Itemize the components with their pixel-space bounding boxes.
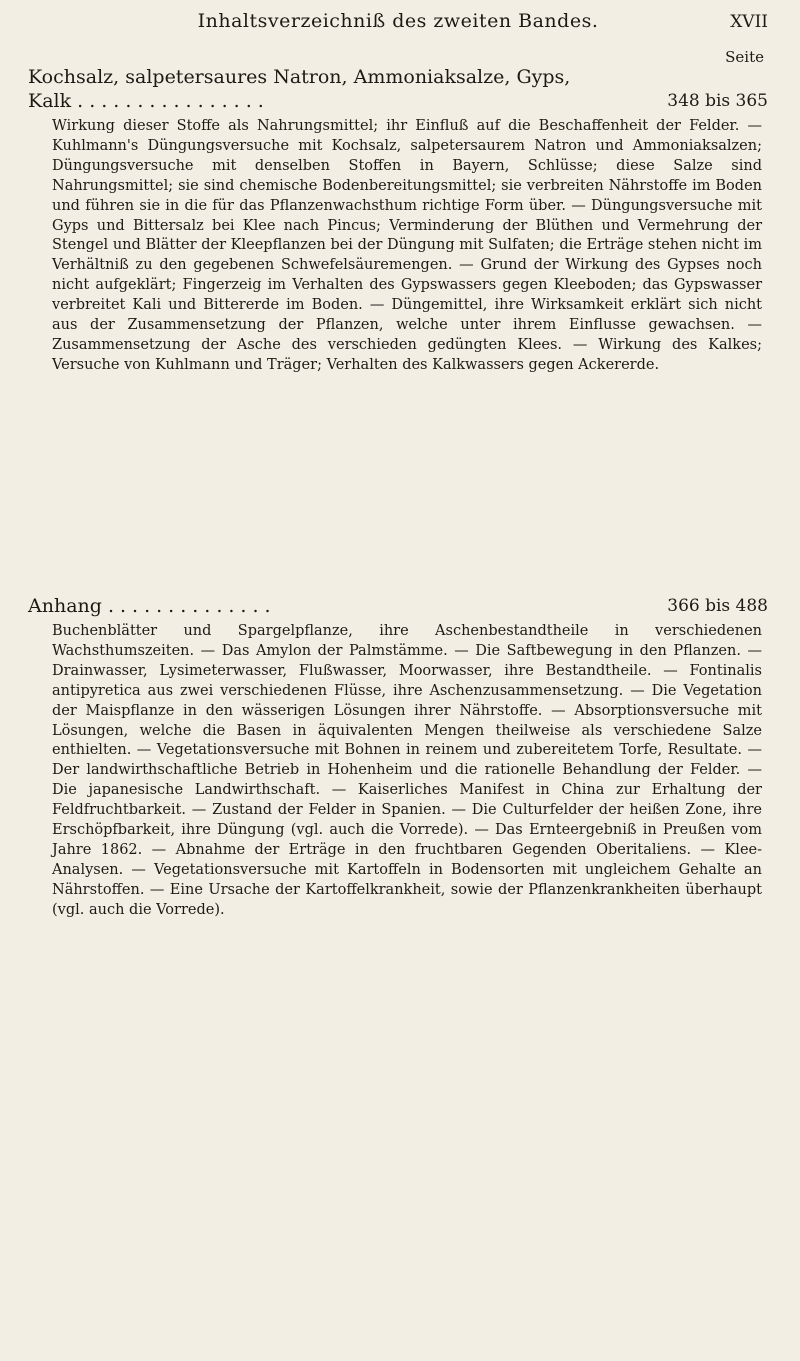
entry-summary bbox=[28, 117, 768, 376]
toc-entry bbox=[28, 594, 768, 921]
page-number: XVII bbox=[730, 12, 768, 32]
entry-title: Anhang bbox=[28, 595, 102, 617]
entry-title-line bbox=[28, 594, 768, 618]
leader-dots: .............. bbox=[107, 595, 277, 617]
page-range: 348 bis 365 bbox=[667, 91, 768, 111]
toc-entry bbox=[28, 66, 768, 376]
entry-title-tail: Kalk bbox=[28, 90, 72, 112]
running-title: Inhaltsverzeichniß des zweiten Bandes. bbox=[197, 10, 599, 32]
page-range: 366 bis 488 bbox=[667, 596, 768, 616]
running-head bbox=[28, 10, 768, 40]
leader-dots: ................ bbox=[77, 90, 270, 112]
entry-summary-text: Wirkung dieser Stoffe als Nahrungsmittel; ihr Einfluß auf die Beschaffenheit der Felder. — Kuhlmann's Düngungsversuche mit Kochsalz, salpetersaurem Natron und Ammoniaksalzen; Düngungsversuche mit denselben Stoffen in Bayern, Schlüsse; diese Salze sind Nahrungsmittel; sie sind chemische Bodenbereitungsmittel; sie verbreiten Nährstoffe im Boden und führen sie in die für das Pflanzenwachsthum richtige Form über. — Düngungsversuche mit Gyps und Bittersalz bei Klee nach Pincus; Verminderung der Blüthen und Vermehrung der Stengel und Blätter der Kleepflanzen bei der Düngung mit Sulfaten; die Erträge stehen nicht im Verhältniß zu den gegebenen Schwefelsäuremengen. — Grund der Wirkung des Gypses noch nicht aufgeklärt; Fingerzeig im Verhalten des Gypswassers gegen Kleeboden; das Gypswasser verbreitet Kali und Bittererde im Boden. — Düngemittel, ihre Wirksamkeit erklärt sich nicht aus der Zusammensetzung der Pflanzen, welche unter ihrem Einflusse gewachsen. — Zusammensetzung der Asche des verschieden gedüngten Klees. — Wirkung des Kalkes; Versuche von Kuhlmann und Träger; Verhalten des Kalkwassers gegen Ackererde. bbox=[52, 118, 762, 373]
entry-summary bbox=[28, 622, 768, 921]
entry-title-line2 bbox=[28, 89, 768, 113]
entry-summary-text: Buchenblätter und Spargelpflanze, ihre Aschenbestandtheile in verschiedenen Wachsthumszeiten. — Das Amylon der Palmstämme. — Die Saftbewegung in den Pflanzen. — Drainwasser, Lysimeterwasser, Flußwasser, Moorwasser, ihre Bestandtheile. — Fontinalis antipyretica aus zwei verschiedenen Flüsse, ihre Aschenzusammensetzung. — Die Vegetation der Maispflanze in den wässerigen Lösungen ihrer Nährstoffe. — Absorptionsversuche mit Lösungen, welche die Basen in äquivalenten Mengen theilweise als verschiedene Salze enthielten. — Vegetationsversuche mit Bohnen in reinem und zubereitetem Torfe, Resultate. — Der landwirthschaftliche Betrieb in Hohenheim und die rationelle Behandlung der Felder. — Die japanesische Landwirthschaft. — Kaiserliches Manifest in China zur Erhaltung der Feldfruchtbarkeit. — Zustand der Felder in Spanien. — Die Culturfelder der heißen Zone, ihre Erschöpfbarkeit, ihre Düngung (vgl. auch die Vorrede). — Das Ernteergebniß in Preußen vom Jahre 1862. — Abnahme der Erträge in den fruchtbaren Gegenden Oberitaliens. — Klee-Analysen. — Vegetationsversuche mit Kartoffeln in Bodensorten mit ungleichem Gehalte an Nährstoffen. — Eine Ursache der Kartoffelkrankheit, sowie der Pflanzenkrankheiten überhaupt (vgl. auch die Vorrede). bbox=[52, 623, 762, 918]
column-label-seite: Seite bbox=[725, 48, 764, 66]
entry-title-line1: Kochsalz, salpetersaures Natron, Ammoniaksalze, Gyps, bbox=[28, 66, 571, 88]
entry-title bbox=[28, 66, 768, 89]
